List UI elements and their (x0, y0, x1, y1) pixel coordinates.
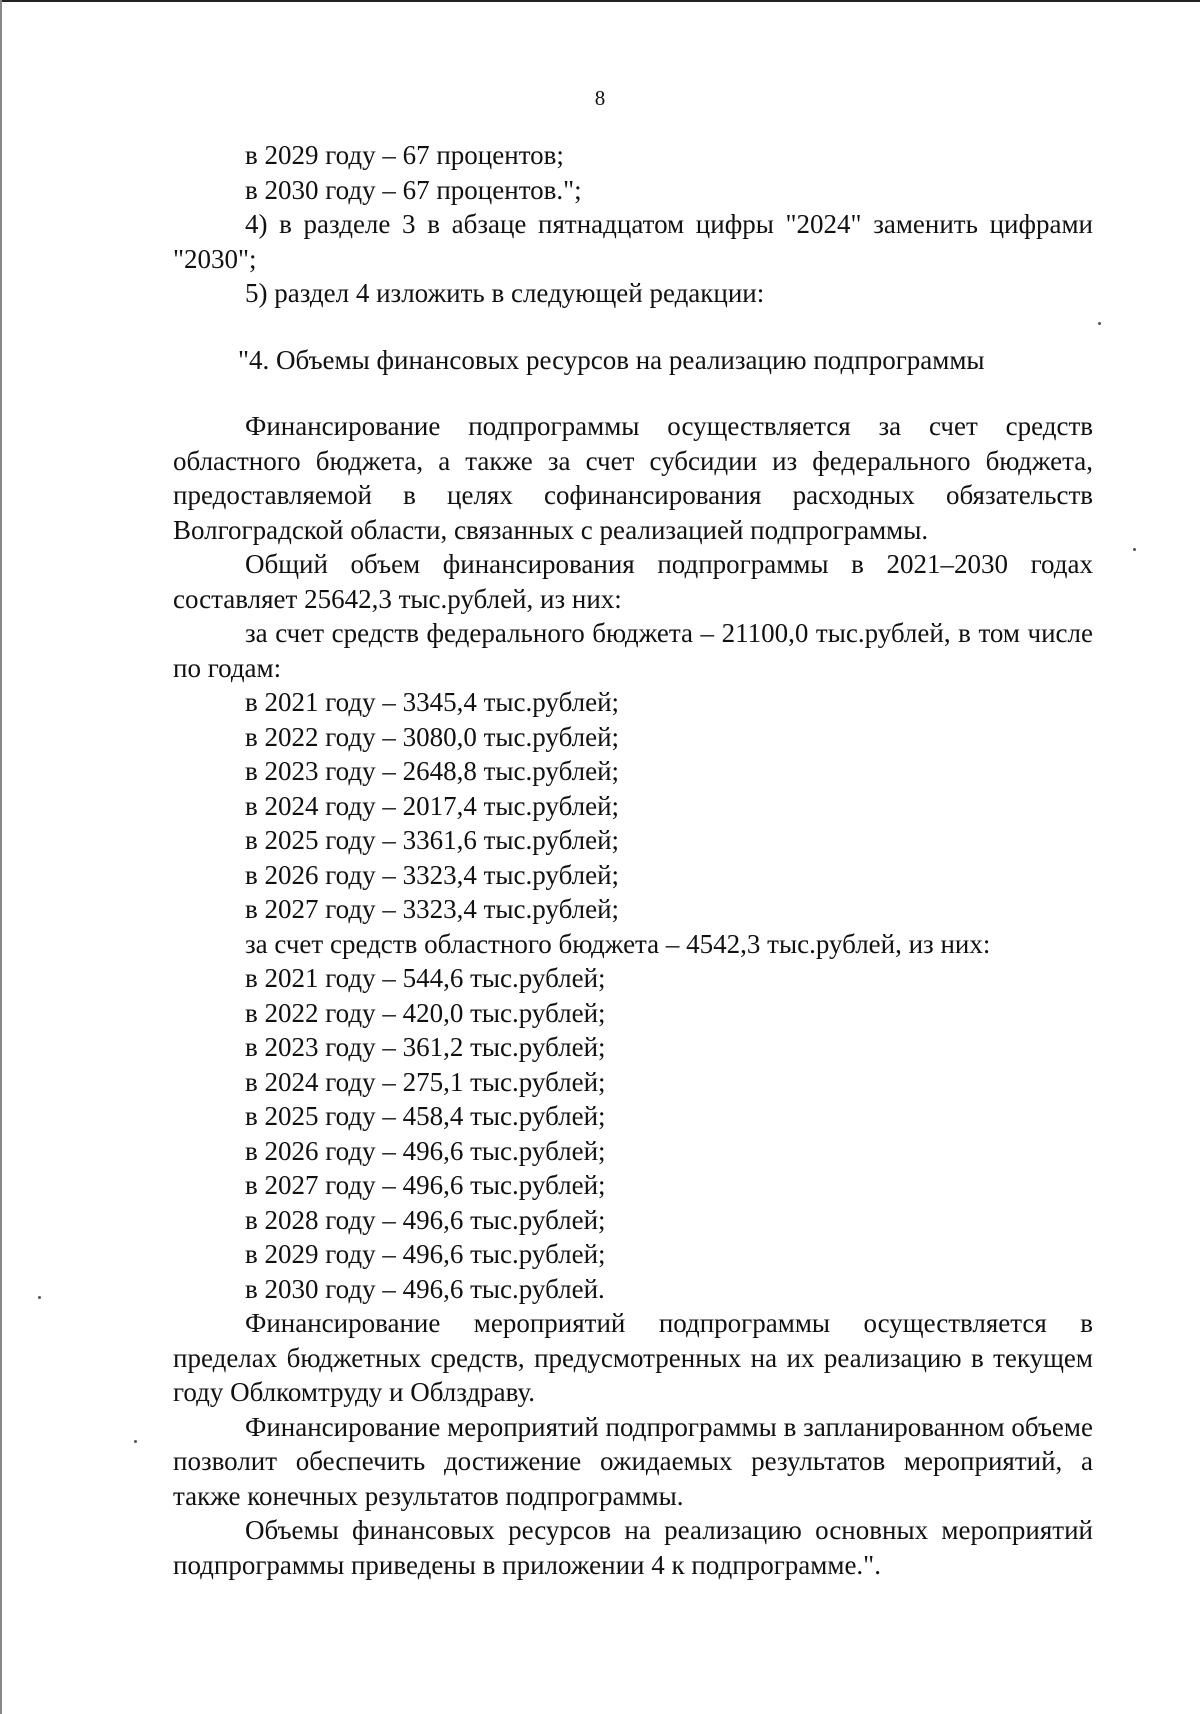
regional-year-line: в 2027 году – 496,6 тыс.рублей; (245, 1170, 606, 1200)
federal-year-line: в 2022 году – 3080,0 тыс.рублей; (245, 721, 620, 752)
scan-edge-left (0, 0, 2, 1714)
section-heading: "4. Объемы финансовых ресурсов на реализацию подпрограммы (238, 344, 985, 375)
regional-year-line: в 2022 году – 420,0 тыс.рублей; (245, 997, 606, 1028)
scan-edge-top (0, 0, 1200, 2)
paragraph: Финансирование мероприятий подпрограммы в запланированном объеме позволит обеспечить достижение ожидаемых результатов мероприятий, а также конечных результатов подпрограммы. (173, 1411, 1093, 1511)
paragraph: Объемы финансовых ресурсов на реализацию основных мероприятий подпрограммы приведены в приложении 4 к подпрограмме.". (173, 1515, 1093, 1580)
text-line: в 2030 году – 67 процентов."; (245, 174, 582, 205)
federal-budget-intro: за счет средств федерального бюджета – 21100,0 тыс.рублей, в том числе по годам: (173, 618, 1093, 683)
paragraph-item-4: 4) в разделе 3 в абзаце пятнадцатом цифры "2024" заменить цифрами "2030"; (173, 209, 1093, 274)
scan-speck (38, 1296, 41, 1299)
paragraph-item-5: 5) раздел 4 изложить в следующей редакции: (245, 278, 765, 308)
regional-year-line: в 2024 году – 275,1 тыс.рублей; (245, 1066, 606, 1097)
regional-budget-intro: за счет средств областного бюджета – 4542,3 тыс.рублей, из них: (245, 928, 991, 959)
document-body (173, 138, 1093, 1582)
federal-year-line: в 2023 году – 2648,8 тыс.рублей; (245, 756, 620, 786)
federal-year-line: в 2024 году – 2017,4 тыс.рублей; (245, 790, 620, 821)
regional-year-line: в 2026 году – 496,6 тыс.рублей; (245, 1135, 606, 1166)
federal-year-line: в 2021 году – 3345,4 тыс.рублей; (245, 687, 620, 717)
federal-year-line: в 2025 году – 3361,6 тыс.рублей; (245, 825, 620, 855)
spacer (173, 377, 1093, 409)
scan-speck (1133, 548, 1136, 551)
scan-speck (134, 1440, 137, 1443)
regional-year-line: в 2025 году – 458,4 тыс.рублей; (245, 1101, 606, 1131)
regional-year-line: в 2023 году – 361,2 тыс.рублей; (245, 1032, 606, 1062)
regional-year-line: в 2029 году – 496,6 тыс.рублей; (245, 1239, 606, 1269)
regional-year-line: в 2030 году – 496,6 тыс.рублей. (245, 1273, 605, 1304)
page-number: 8 (594, 86, 606, 110)
paragraph: Финансирование подпрограммы осуществляется за счет средств областного бюджета, а также за счет субсидии из федерального бюджета, предоставляемой в целях софинансирования расходных обязательств Волгоградской области, связанных с реализацией подпрограммы. (173, 411, 1093, 545)
paragraph: Финансирование мероприятий подпрограммы осуществляется в пределах бюджетных средств, предусмотренных на их реализацию в текущем году Облкомтруду и Облздраву. (173, 1308, 1093, 1407)
regional-year-line: в 2021 году – 544,6 тыс.рублей; (245, 963, 606, 993)
federal-year-line: в 2026 году – 3323,4 тыс.рублей; (245, 859, 620, 890)
spacer (173, 311, 1093, 343)
federal-year-line: в 2027 году – 3323,4 тыс.рублей; (245, 894, 620, 924)
text-line: в 2029 году – 67 процентов; (245, 140, 564, 170)
regional-year-line: в 2028 году – 496,6 тыс.рублей; (245, 1204, 606, 1235)
paragraph: Общий объем финансирования подпрограммы в 2021–2030 годах составляет 25642,3 тыс.рублей, из них: (173, 549, 1093, 614)
scan-speck (1098, 322, 1101, 325)
